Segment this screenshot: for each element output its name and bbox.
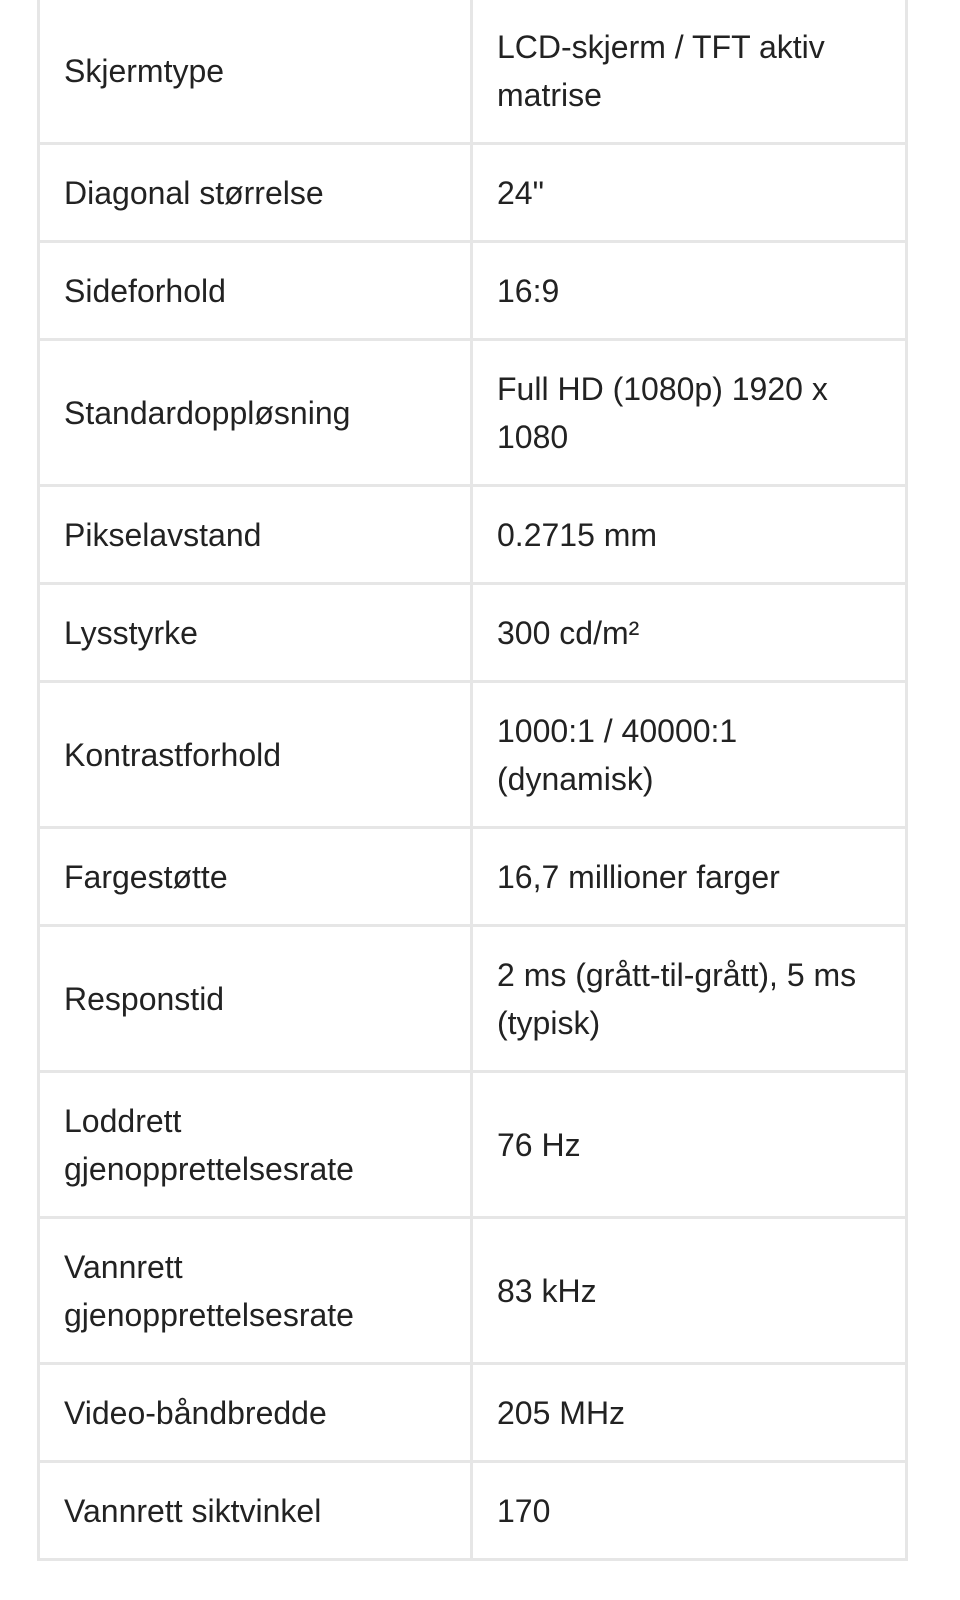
spec-value: 1000:1 / 40000:1 (dynamisk): [472, 682, 907, 828]
spec-label: Kontrastforhold: [39, 682, 472, 828]
spec-label: Lysstyrke: [39, 584, 472, 682]
spec-value: 16:9: [472, 242, 907, 340]
table-row: [39, 144, 907, 242]
spec-value: 205 MHz: [472, 1364, 907, 1462]
spec-label: Fargestøtte: [39, 828, 472, 926]
table-row: [39, 486, 907, 584]
table-row: [39, 926, 907, 1072]
table-row: [39, 340, 907, 486]
spec-value: 76 Hz: [472, 1072, 907, 1218]
spec-label: Sideforhold: [39, 242, 472, 340]
spec-value: 0.2715 mm: [472, 486, 907, 584]
table-row: [39, 682, 907, 828]
spec-value: LCD-skjerm / TFT aktiv matrise: [472, 0, 907, 144]
spec-value: 300 cd/m²: [472, 584, 907, 682]
table-row: [39, 828, 907, 926]
spec-label: Vannrett siktvinkel: [39, 1462, 472, 1560]
table-row: [39, 1462, 907, 1560]
spec-value: 24": [472, 144, 907, 242]
spec-label: Loddrett gjenopprettelsesrate: [39, 1072, 472, 1218]
spec-value: 2 ms (grått-til-grått), 5 ms (typisk): [472, 926, 907, 1072]
spec-label: Video-båndbredde: [39, 1364, 472, 1462]
spec-value: 83 kHz: [472, 1218, 907, 1364]
spec-label: Pikselavstand: [39, 486, 472, 584]
table-row: [39, 584, 907, 682]
spec-value: 170: [472, 1462, 907, 1560]
spec-label: Responstid: [39, 926, 472, 1072]
table-row: [39, 1218, 907, 1364]
table-row: [39, 242, 907, 340]
table-row: [39, 1364, 907, 1462]
table-row: [39, 1072, 907, 1218]
spec-value: 16,7 millioner farger: [472, 828, 907, 926]
spec-label: Diagonal størrelse: [39, 144, 472, 242]
spec-label: Standardoppløsning: [39, 340, 472, 486]
spec-table: [37, 0, 908, 1561]
table-row: [39, 0, 907, 144]
spec-value: Full HD (1080p) 1920 x 1080: [472, 340, 907, 486]
spec-label: Skjermtype: [39, 0, 472, 144]
spec-label: Vannrett gjenopprettelsesrate: [39, 1218, 472, 1364]
